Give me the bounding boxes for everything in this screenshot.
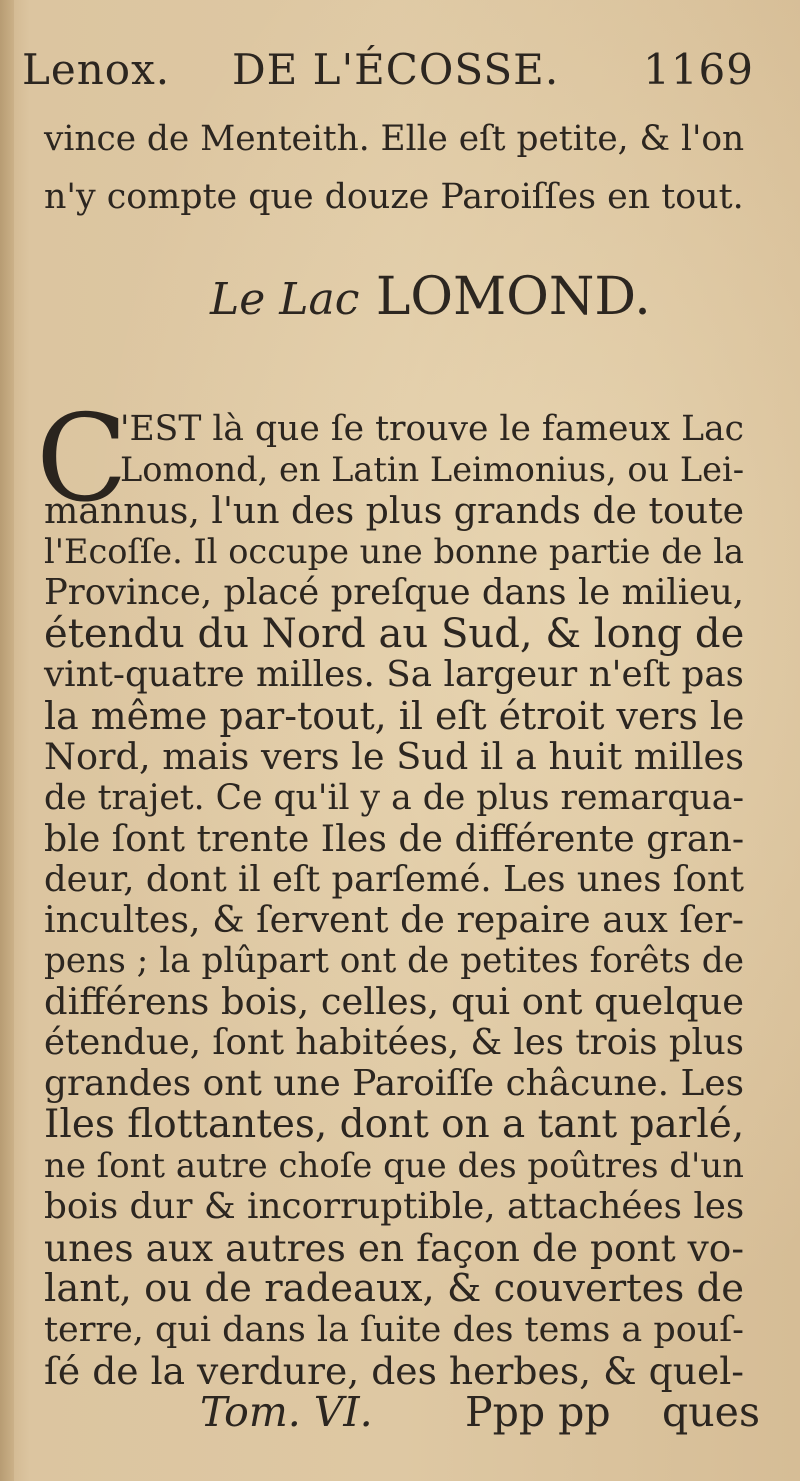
text-line: vince de Menteith. Elle eſt petite, & l'on [44,119,745,159]
section-title [210,262,670,335]
signature-mark: Ppp pp [465,1388,611,1436]
text-line: la même par-tout, il eſt étroit vers le [44,694,745,738]
text-line: terre, qui dans la ſuite des tems a pouſ- [44,1310,744,1350]
drop-cap: C [36,390,128,529]
text-line: Iles flottantes, dont on a tant parlé, [44,1102,745,1147]
page-number: 1169 [643,45,754,94]
running-head [22,40,782,100]
text-line: ble ſont trente Iles de différente gran- [44,817,745,860]
text-line: lant, ou de radeaux, & couvertes de [44,1266,744,1311]
text-line: Lomond, en Latin Leimonius, ou Lei- [120,450,745,489]
page-gutter [0,0,14,1481]
text-line: différens bois, celles, qui ont quelque [44,980,745,1023]
running-head-center: DE L'ÉCOSSE. [232,45,560,94]
text-line: étendu du Nord au Sud, & long de [44,611,745,657]
text-line: 'EST là que ſe trouve le fameux Lac [120,409,744,449]
section-title-prefix: Le Lac [210,274,360,325]
catch-line [200,1388,760,1451]
text-line: vint-quatre milles. Sa largeur n'eſt pas [44,654,744,695]
text-line: incultes, & ſervent de repaire aux ſer- [44,898,744,941]
text-line: Province, placé preſque dans le milieu, [44,572,744,613]
text-line: mannus, l'un des plus grands de toute [44,489,745,532]
text-line: Nord, mais vers le Sud il a huit milles [44,735,744,778]
running-head-left: Lenox. [22,45,171,94]
text-line: pens ; la plûpart ont de petites forêts de [44,941,744,981]
text-line: n'y compte que douze Paroiſſes en tout. [44,177,744,217]
text-line: unes aux autres en façon de pont vo- [44,1226,744,1270]
text-line: bois dur & incorruptible, attachées les [44,1186,745,1227]
section-title-name: LOMOND. [375,267,651,327]
text-line: de trajet. Ce qu'il y a de plus remarqua- [44,778,744,818]
catchword: ques [662,1388,760,1436]
text-line: deur, dont il eſt parſemé. Les unes ſont [44,859,744,900]
text-line: ne ſont autre choſe que des poûtres d'un [44,1146,744,1185]
volume-signature: Tom. VI. [200,1388,373,1436]
text-line: étendue, ſont habitées, & les trois plus [44,1022,744,1063]
text-line: grandes ont une Paroiſſe châcune. Les [44,1063,744,1104]
text-line: ſé de la verdure, des herbes, & quel- [44,1349,744,1393]
text-line: l'Ecoſſe. Il occupe une bonne partie de la [44,532,744,571]
